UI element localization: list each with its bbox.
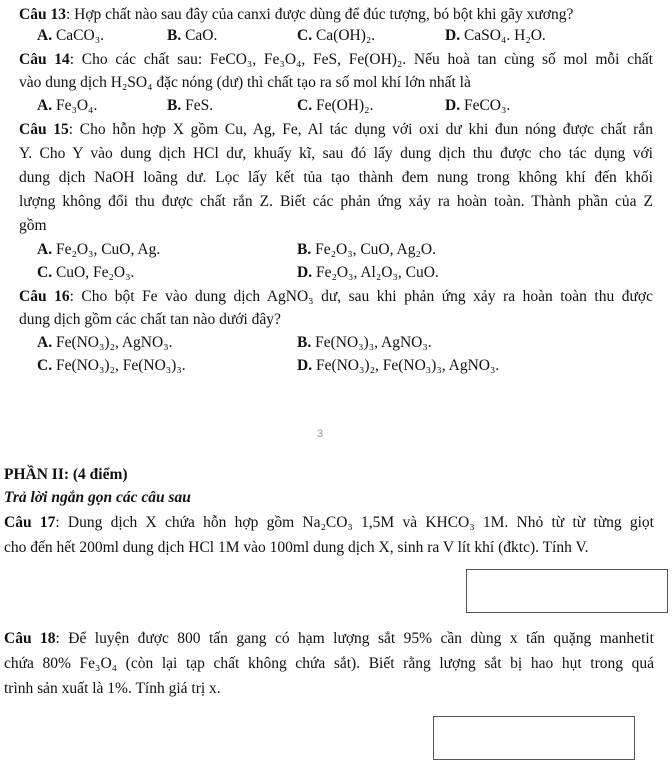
q14-option-d: D. FeCO₃. [445, 97, 511, 114]
q15-option-a: A. Fe₂O₃, CuO, Ag. [37, 241, 161, 258]
question-15-line-4: lượng không đổi thu được chất rắn Z. Biết các phản ứng xảy ra hoàn toàn. Thành phần của Z [19, 193, 653, 210]
part-2-instruction: Trả lời ngắn gọn các câu sau [4, 489, 191, 506]
answer-box-18[interactable] [433, 716, 635, 760]
page-number: 3 [316, 428, 324, 440]
part-2-title: PHẦN II: (4 điểm) [4, 466, 128, 483]
q16-option-d: D. Fe(NO₃)₂, Fe(NO₃)₃, AgNO₃. [297, 357, 500, 374]
question-17-line-2: cho đến hết 200ml dung dịch HCl 1M vào 100ml dung dịch X, sinh ra V lít khí (đktc). Tính V. [4, 539, 589, 556]
question-14-number: Câu 14 [19, 51, 70, 68]
question-14-line-1: Câu 14: Cho các chất sau: FeCO₃, Fe₃O₄, FeS, Fe(OH)₂. Nếu hoà tan cùng số mol mỗi chất [19, 51, 653, 68]
q14-option-a: A. Fe₃O₄. [37, 97, 98, 114]
question-17-number: Câu 17 [4, 514, 56, 531]
q14-option-b: B. FeS. [167, 97, 214, 114]
question-16-number: Câu 16 [19, 288, 70, 305]
q13-option-d: D. CaSO₄. H₂O. [445, 27, 546, 44]
question-15-line-1: Câu 15: Cho hỗn hợp X gồm Cu, Ag, Fe, Al tác dụng với oxi dư khi đun nóng được chất rắn [19, 121, 653, 138]
question-13 [19, 5, 573, 25]
question-18-line-2: chứa 80% Fe₃O₄ (còn lại tạp chất không chứa sắt). Biết rằng lượng sắt bị hao hụt trong quá [4, 655, 654, 672]
question-16-line-1: Câu 16: Cho bột Fe vào dung dịch AgNO₃ dư, sau khi phản ứng xảy ra hoàn toàn thu được [19, 288, 653, 305]
question-15-line-2: Y. Cho Y vào dung dịch HCl dư, khuấy kĩ, sau đó lấy dung dịch thu được cho tác dụng với [19, 145, 653, 162]
question-18-number: Câu 18 [4, 630, 56, 647]
q15-option-c: C. CuO, Fe₂O₃. [37, 264, 135, 281]
question-15-number: Câu 15 [19, 121, 69, 138]
answer-box-17[interactable] [466, 569, 668, 613]
question-13-number: Câu 13 [19, 6, 66, 23]
q13-option-a: A. CaCO₃. [37, 27, 104, 44]
question-16-line-2: dung dịch gồm các chất tan nào dưới đây? [19, 311, 281, 328]
question-18-line-1: Câu 18: Để luyện được 800 tấn gang có hạm lượng sắt 95% cần dùng x tấn quặng manhetit [4, 630, 654, 647]
question-15-line-3: dung dịch NaOH loãng dư. Lọc lấy kết tủa tạo thành đem nung trong không khí đến khối [19, 169, 653, 186]
question-13-text: : Hợp chất nào sau đây của canxi được dùng để đúc tượng, bó bột khi gãy xương? [65, 6, 574, 23]
q14-option-c: C. Fe(OH)₂. [297, 97, 374, 114]
q13-option-c: C. Ca(OH)₂. [297, 27, 376, 44]
question-15-line-5: gồm [19, 217, 47, 234]
q15-option-b: B. Fe₂O₃, CuO, Ag₂O. [297, 241, 436, 258]
question-18-line-3: trình sản xuất là 1%. Tính giá trị x. [4, 680, 221, 697]
question-17-line-1: Câu 17: Dung dịch X chứa hỗn hợp gồm Na₂CO₃ 1,5M và KHCO₃ 1M. Nhỏ từ từ từng giọt [4, 514, 654, 531]
question-14-line-2: vào dung dịch H₂SO₄ đặc nóng (dư) thì chất tạo ra số mol khí lớn nhất là [19, 74, 471, 91]
q16-option-b: B. Fe(NO₃)₃, AgNO₃. [297, 334, 432, 351]
q15-option-d: D. Fe₂O₃, Al₂O₃, CuO. [297, 264, 439, 281]
q16-option-a: A. Fe(NO₃)₂, AgNO₃. [37, 334, 173, 351]
q13-option-b: B. CaO. [167, 27, 218, 44]
q16-option-c: C. Fe(NO₃)₂, Fe(NO₃)₃. [37, 357, 186, 374]
